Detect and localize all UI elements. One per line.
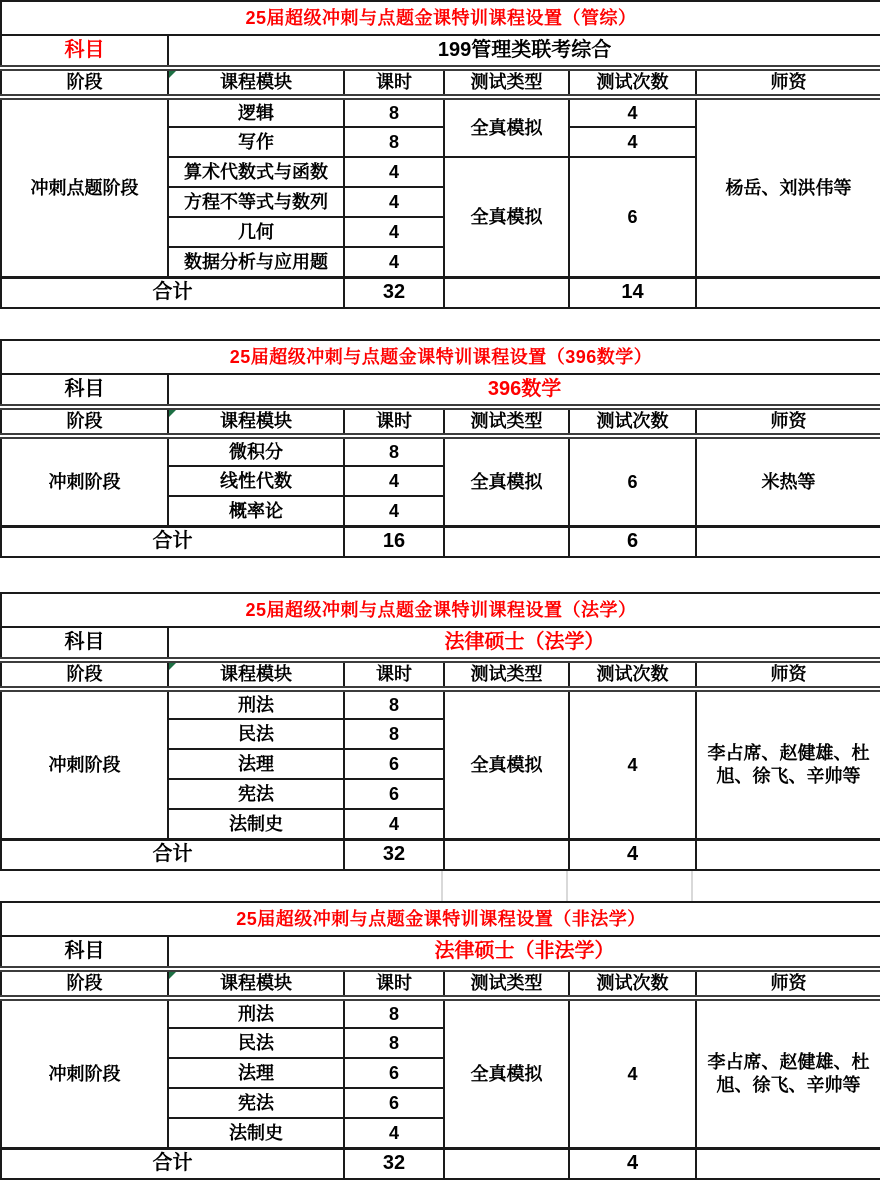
total-label-cell: 合计 — [1, 1148, 344, 1179]
header-test-type: 测试类型 — [444, 660, 569, 689]
header-module — [168, 969, 344, 998]
module-cell: 宪法 — [168, 779, 344, 809]
total-hours-cell: 32 — [344, 1148, 444, 1179]
header-stage: 阶段 — [1, 969, 168, 998]
total-tests-cell: 6 — [569, 526, 696, 557]
test-count-cell: 4 — [569, 127, 696, 157]
teachers-cell: 李占席、赵健雄、杜旭、徐飞、辛帅等 — [696, 689, 880, 839]
hours-cell: 4 — [344, 466, 444, 496]
header-test-type: 测试类型 — [444, 68, 569, 97]
test-type-cell: 全真模拟 — [444, 998, 569, 1148]
header-test-count: 测试次数 — [569, 969, 696, 998]
hours-cell: 4 — [344, 809, 444, 839]
table-396-math — [0, 339, 880, 558]
hours-cell: 4 — [344, 1118, 444, 1148]
test-type-cell: 全真模拟 — [444, 157, 569, 277]
stage-cell: 冲刺阶段 — [1, 998, 168, 1148]
stage-cell: 冲刺阶段 — [1, 689, 168, 839]
hours-cell: 4 — [344, 217, 444, 247]
table-faxue — [0, 592, 880, 871]
module-cell: 法制史 — [168, 1118, 344, 1148]
hours-cell: 8 — [344, 127, 444, 157]
hours-cell: 6 — [344, 1088, 444, 1118]
hours-cell: 6 — [344, 779, 444, 809]
module-cell: 法制史 — [168, 809, 344, 839]
header-module-label: 课程模块 — [220, 72, 292, 93]
table-title: 25届超级冲刺与点题金课特训课程设置（非法学） — [1, 902, 880, 936]
module-cell: 逻辑 — [168, 97, 344, 127]
total-label-cell: 合计 — [1, 277, 344, 308]
header-module — [168, 407, 344, 436]
module-cell: 民法 — [168, 719, 344, 749]
module-cell: 刑法 — [168, 689, 344, 719]
teachers-cell: 李占席、赵健雄、杜旭、徐飞、辛帅等 — [696, 998, 880, 1148]
hours-cell: 8 — [344, 1028, 444, 1058]
gridline-remnant — [566, 871, 568, 901]
header-test-type: 测试类型 — [444, 969, 569, 998]
subject-value: 法律硕士（非法学） — [168, 936, 880, 969]
header-stage: 阶段 — [1, 68, 168, 97]
module-cell: 刑法 — [168, 998, 344, 1028]
hours-cell: 8 — [344, 689, 444, 719]
test-count-cell: 6 — [569, 157, 696, 277]
subject-label: 科目 — [1, 374, 168, 407]
header-teachers: 师资 — [696, 407, 880, 436]
table-title: 25届超级冲刺与点题金课特训课程设置（396数学） — [1, 340, 880, 374]
total-hours-cell: 32 — [344, 839, 444, 870]
total-tests-cell: 14 — [569, 277, 696, 308]
subject-label: 科目 — [1, 627, 168, 660]
table-title: 25届超级冲刺与点题金课特训课程设置（管综） — [1, 1, 880, 35]
header-module — [168, 68, 344, 97]
subject-label: 科目 — [1, 35, 168, 68]
header-test-count: 测试次数 — [569, 660, 696, 689]
total-hours-cell: 32 — [344, 277, 444, 308]
header-module — [168, 660, 344, 689]
table-gap — [0, 558, 880, 592]
module-cell: 写作 — [168, 127, 344, 157]
header-test-count: 测试次数 — [569, 68, 696, 97]
gridline-remnant — [441, 871, 443, 901]
total-hours-cell: 16 — [344, 526, 444, 557]
teachers-cell: 杨岳、刘洪伟等 — [696, 97, 880, 277]
test-type-cell: 全真模拟 — [444, 436, 569, 526]
total-empty-cell — [696, 526, 880, 557]
subject-label: 科目 — [1, 936, 168, 969]
hours-cell: 4 — [344, 247, 444, 277]
test-type-cell: 全真模拟 — [444, 97, 569, 157]
table-title: 25届超级冲刺与点题金课特训课程设置（法学） — [1, 593, 880, 627]
gridline-remnant — [691, 871, 693, 901]
test-type-cell: 全真模拟 — [444, 689, 569, 839]
subject-value: 396数学 — [168, 374, 880, 407]
total-label-cell: 合计 — [1, 526, 344, 557]
total-empty-cell — [444, 277, 569, 308]
subject-value: 法律硕士（法学） — [168, 627, 880, 660]
green-corner-icon — [169, 71, 176, 78]
header-hours: 课时 — [344, 407, 444, 436]
hours-cell: 8 — [344, 719, 444, 749]
hours-cell: 4 — [344, 496, 444, 526]
header-teachers: 师资 — [696, 969, 880, 998]
table-gap — [0, 309, 880, 339]
stage-cell: 冲刺阶段 — [1, 436, 168, 526]
module-cell: 法理 — [168, 1058, 344, 1088]
module-cell: 宪法 — [168, 1088, 344, 1118]
module-cell: 概率论 — [168, 496, 344, 526]
header-hours: 课时 — [344, 68, 444, 97]
header-teachers: 师资 — [696, 68, 880, 97]
header-teachers: 师资 — [696, 660, 880, 689]
teachers-cell: 米热等 — [696, 436, 880, 526]
module-cell: 几何 — [168, 217, 344, 247]
table-gap — [0, 871, 880, 901]
green-corner-icon — [169, 663, 176, 670]
header-test-count: 测试次数 — [569, 407, 696, 436]
hours-cell: 8 — [344, 97, 444, 127]
hours-cell: 4 — [344, 157, 444, 187]
test-count-cell: 4 — [569, 998, 696, 1148]
module-cell: 民法 — [168, 1028, 344, 1058]
hours-cell: 4 — [344, 187, 444, 217]
header-module-label: 课程模块 — [220, 411, 292, 432]
green-corner-icon — [169, 410, 176, 417]
module-cell: 法理 — [168, 749, 344, 779]
hours-cell: 6 — [344, 1058, 444, 1088]
green-corner-icon — [169, 972, 176, 979]
total-empty-cell — [444, 526, 569, 557]
header-stage: 阶段 — [1, 660, 168, 689]
total-empty-cell — [444, 839, 569, 870]
test-count-cell: 4 — [569, 689, 696, 839]
module-cell: 数据分析与应用题 — [168, 247, 344, 277]
module-cell: 线性代数 — [168, 466, 344, 496]
stage-cell: 冲刺点题阶段 — [1, 97, 168, 277]
table-guanzong — [0, 0, 880, 309]
module-cell: 微积分 — [168, 436, 344, 466]
total-label-cell: 合计 — [1, 839, 344, 870]
header-module-label: 课程模块 — [220, 664, 292, 685]
test-count-cell: 6 — [569, 436, 696, 526]
module-cell: 算术代数式与函数 — [168, 157, 344, 187]
table-fei-faxue — [0, 901, 880, 1180]
hours-cell: 6 — [344, 749, 444, 779]
header-stage: 阶段 — [1, 407, 168, 436]
total-empty-cell — [696, 839, 880, 870]
header-hours: 课时 — [344, 660, 444, 689]
module-cell: 方程不等式与数列 — [168, 187, 344, 217]
total-empty-cell — [696, 277, 880, 308]
total-tests-cell: 4 — [569, 1148, 696, 1179]
hours-cell: 8 — [344, 998, 444, 1028]
total-empty-cell — [444, 1148, 569, 1179]
header-module-label: 课程模块 — [220, 973, 292, 994]
test-count-cell: 4 — [569, 97, 696, 127]
total-empty-cell — [696, 1148, 880, 1179]
header-hours: 课时 — [344, 969, 444, 998]
subject-value: 199管理类联考综合 — [168, 35, 880, 68]
total-tests-cell: 4 — [569, 839, 696, 870]
hours-cell: 8 — [344, 436, 444, 466]
header-test-type: 测试类型 — [444, 407, 569, 436]
